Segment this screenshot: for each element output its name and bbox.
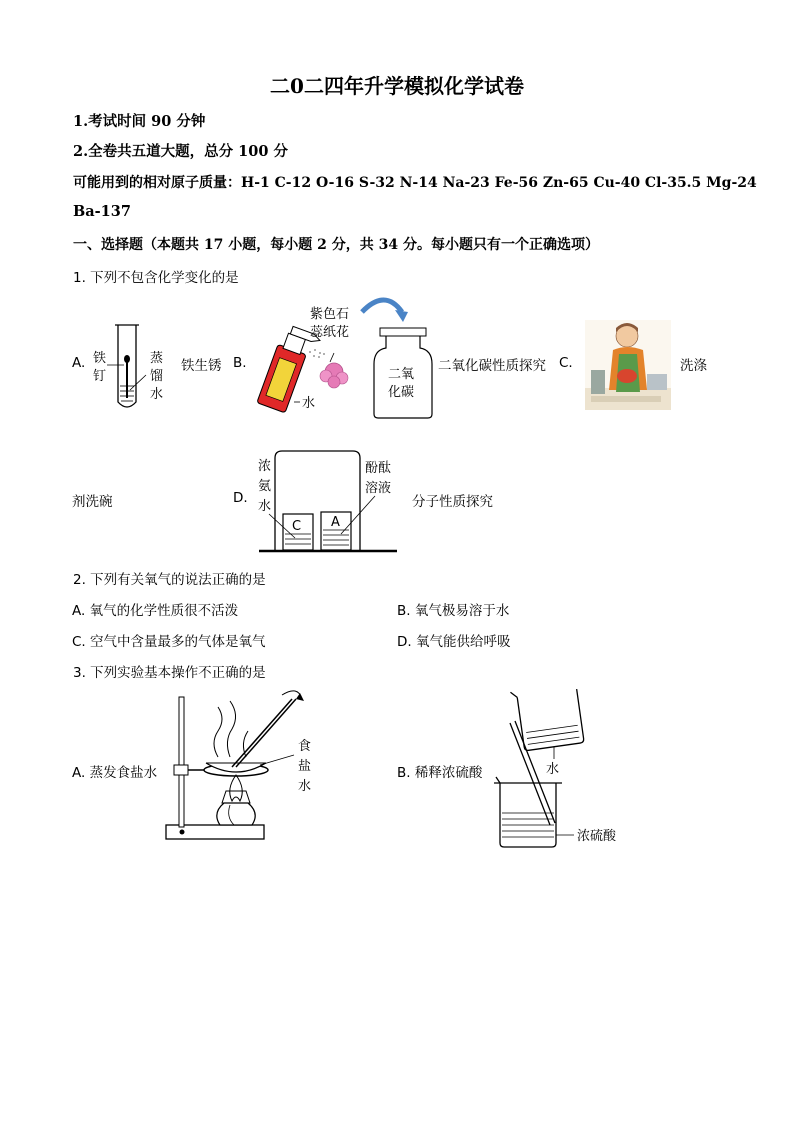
q1-option-b-letter: B. (233, 355, 247, 371)
q1-a-water-label-2: 馏 (150, 369, 164, 384)
q1-b-water-label: 水 (302, 396, 316, 411)
q1-a-water-label-3: 水 (150, 387, 164, 402)
q3-option-a: A. 蒸发食盐水 (72, 765, 158, 781)
q3-a-salt-label-1: 食 (298, 739, 312, 754)
q1-option-d-letter: D. (233, 490, 248, 506)
q1-b-co2-diagram (250, 290, 440, 420)
q1-b-gas-label-1: 二氧 (388, 367, 415, 382)
q1-option-c-caption-part2: 剂洗碗 (72, 494, 113, 510)
q1-a-iron-label-2: 钉 (93, 369, 107, 384)
q1-a-water-label-1: 蒸 (150, 351, 164, 366)
q2-stem: 2. 下列有关氧气的说法正确的是 (73, 572, 266, 588)
q1-d-ammonia-label-1: 浓 (258, 459, 272, 474)
q1-a-iron-label-1: 铁 (93, 351, 107, 366)
q1-c-washing-dishes-image (585, 320, 671, 410)
q1-d-phenol-label-1: 酚酞 (365, 461, 392, 476)
q3-a-salt-label-3: 水 (298, 779, 312, 794)
atomic-masses-line1: 可能用到的相对原子质量：H-1 C-12 O-16 S-32 N-14 Na-23 Fe-56 Zn-65 Cu-40 Cl-35.5 Mg-24 (73, 175, 757, 191)
q3-b-acid-label: 浓硫酸 (577, 829, 617, 844)
q1-option-b-caption: 二氧化碳性质探究 (438, 358, 546, 374)
q2-option-a: A. 氧气的化学性质很不活泼 (72, 603, 239, 619)
q1-d-molecule-diagram (255, 448, 405, 558)
q1-d-beaker-a-label: A (331, 515, 340, 530)
q3-b-dilution-diagram (480, 685, 650, 855)
q2-option-b: B. 氧气极易溶于水 (397, 603, 510, 619)
q1-option-c-caption-part1: 洗涤 (680, 358, 707, 374)
q2-option-c: C. 空气中含量最多的气体是氧气 (72, 634, 266, 650)
q1-option-a-letter: A. (72, 355, 86, 371)
q1-stem: 1. 下列不包含化学变化的是 (73, 270, 239, 286)
q1-option-c-letter: C. (559, 355, 573, 371)
total-score-note: 2.全卷共五道大题，总分 100 分 (73, 143, 288, 160)
q1-a-test-tube-diagram (90, 320, 180, 415)
q1-d-ammonia-label-2: 氨 (258, 479, 272, 494)
q3-a-salt-label-2: 盐 (298, 759, 312, 774)
q3-a-evaporation-diagram (160, 685, 320, 850)
q1-option-d-caption: 分子性质探究 (412, 494, 493, 510)
q3-b-water-label: 水 (546, 762, 560, 777)
atomic-masses-line2: Ba-137 (73, 203, 131, 220)
q3-option-b: B. 稀释浓硫酸 (397, 765, 483, 781)
q1-b-gas-label-2: 化碳 (388, 385, 415, 400)
section1-heading: 一、选择题（本题共 17 小题，每小题 2 分，共 34 分。每小题只有一个正确选项） (73, 237, 599, 253)
q1-b-flower-label-1: 紫色石 (310, 307, 350, 322)
q1-d-phenol-label-2: 溶液 (365, 481, 392, 496)
q2-option-d: D. 氧气能供给呼吸 (397, 634, 511, 650)
q1-b-flower-label-2: 蕊纸花 (310, 325, 350, 340)
q3-stem: 3. 下列实验基本操作不正确的是 (73, 665, 266, 681)
q1-d-beaker-c-label: C (292, 519, 302, 534)
exam-time-note: 1.考试时间 90 分钟 (73, 113, 206, 130)
q1-d-ammonia-label-3: 水 (258, 499, 272, 514)
page-title: 二0二四年升学模拟化学试卷 (270, 74, 524, 98)
q1-option-a-caption: 铁生锈 (181, 358, 222, 374)
